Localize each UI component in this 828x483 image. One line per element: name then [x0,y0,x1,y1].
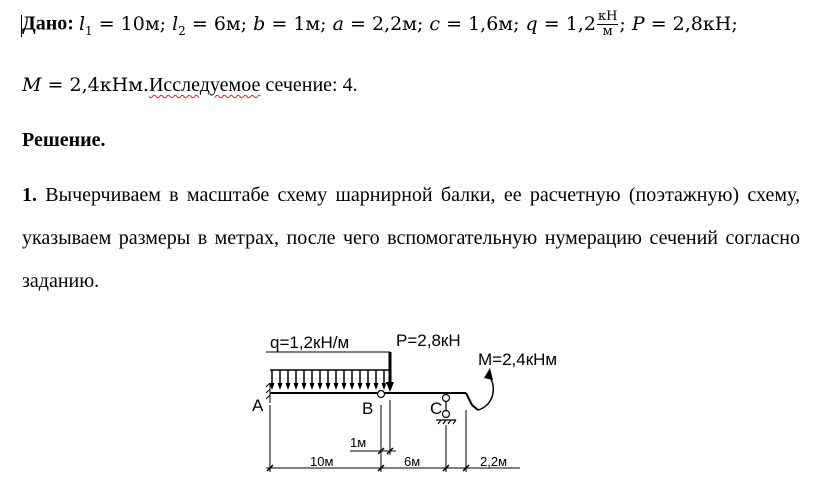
moment-arc [478,368,493,410]
a-value: = 2,2м; [350,12,424,35]
load-arrowhead [326,383,331,390]
given-label: Дано: [22,12,74,35]
hinge-B [378,391,385,398]
load-arrowhead [294,383,299,390]
q-unit-numerator: кН [597,9,618,24]
l2-subscript: 2 [178,23,186,38]
l2-symbol: l [172,12,179,35]
l2-value: = 6м; [191,12,248,35]
load-arrowhead [350,383,355,390]
dim-10m: 10м [310,454,334,469]
load-arrowhead [342,383,347,390]
label-C: C [430,399,443,418]
b-value: = 1м; [271,12,327,35]
load-arrowhead [286,383,291,390]
section-text: сечение: 4. [260,74,358,96]
c-symbol: c [429,12,441,35]
q-value: = 1,2 [543,12,596,35]
q-symbol: q [525,12,538,35]
M-value: = 2,4кНм. [47,74,149,96]
label-B: B [362,399,374,418]
load-arrowhead [366,383,371,390]
load-arrowhead [334,383,339,390]
c-value: = 1,6м; [446,12,520,35]
q-unit-denominator: м [602,24,613,39]
load-arrowhead [310,383,315,390]
a-symbol: a [332,12,344,35]
load-arrowhead [358,383,363,390]
separator: ; [619,12,626,35]
P-value: = 2,8кН; [650,12,738,35]
solution-heading: Решение. [22,129,106,151]
l1-subscript: 1 [85,23,93,38]
M-label: M=2,4кНм [478,350,558,369]
l1-value: = 10м; [98,12,167,35]
b-symbol: b [253,12,266,35]
dim-6m: 6м [404,454,421,469]
step-text: Вычерчиваем в масштабе схему шарнирной балки, ее расчетную (поэтажную) схему, указываем размеры в метрах, после чего вспомогательную нумерацию сечений согласно заданию. [22,184,800,292]
load-arrowhead [302,383,307,390]
spellcheck-word: Исследуемое [148,74,261,96]
load-arrowhead [278,383,283,390]
fixed-support-A [266,383,270,403]
load-arrowhead [374,383,379,390]
distributed-load [270,370,391,390]
P-label: P=2,8кН [396,331,461,350]
label-A: A [252,396,264,415]
dim-2-2m: 2,2м [480,454,508,469]
P-symbol: P [631,12,645,35]
M-symbol: M [22,74,42,96]
dim-1m: 1м [350,435,367,450]
q-label: q=1,2кН/м [270,333,350,352]
l1-symbol: l [78,12,86,35]
point-load-arrow [386,352,394,392]
step-number: 1. [22,184,37,206]
load-arrowhead [318,383,323,390]
load-arrowhead [382,383,387,390]
